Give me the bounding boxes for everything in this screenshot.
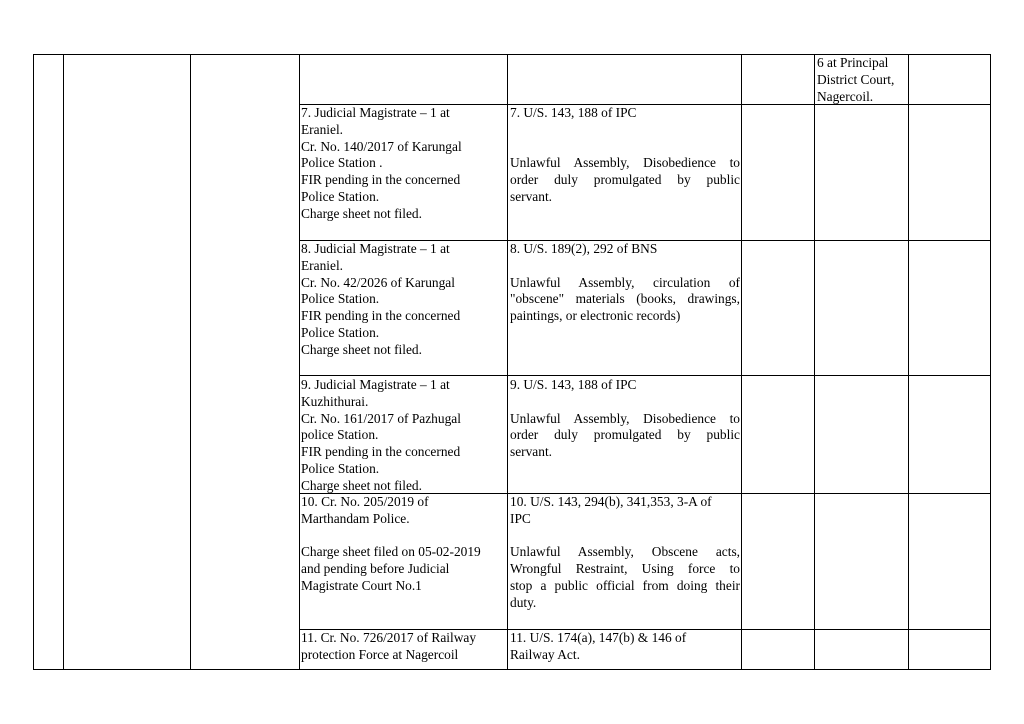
offence-line: order duly promulgated by public	[510, 172, 740, 188]
court-line: FIR pending in the concerned	[301, 172, 461, 188]
table-border-left	[33, 54, 34, 670]
status-line: Nagercoil.	[817, 88, 874, 104]
section-head: 9. U/S. 143, 188 of IPC	[510, 377, 637, 392]
court-line: Charge sheet not filed.	[301, 477, 422, 493]
section-head: 7. U/S. 143, 188 of IPC	[510, 105, 637, 120]
section-head: 10. U/S. 143, 294(b), 341,353, 3-A of	[510, 494, 712, 509]
offence-line: "obscene" materials (books, drawings,	[510, 291, 740, 307]
court-line: Police Station.	[301, 460, 380, 476]
court-line: Cr. No. 42/2026 of Karungal	[301, 274, 455, 290]
offence-line: order duly promulgated by public	[510, 427, 740, 443]
offence-line: Unlawful Assembly, Disobedience to	[510, 155, 740, 171]
offence-line: Wrongful Restraint, Using force to	[510, 561, 740, 577]
offence-line: paintings, or electronic records)	[510, 308, 681, 324]
court-line: Charge sheet not filed.	[301, 205, 422, 221]
court-line: police Station.	[301, 427, 379, 443]
section-head: IPC	[510, 510, 531, 526]
offence-line: Unlawful Assembly, circulation of	[510, 274, 740, 290]
status-cell-row-6	[817, 55, 894, 105]
court-cell-row-11	[301, 630, 476, 664]
court-cell-row-7	[301, 105, 462, 223]
section-head: 8. U/S. 189(2), 292 of BNS	[510, 241, 658, 256]
court-cell-row-9	[301, 377, 461, 495]
section-head: 11. U/S. 174(a), 147(b) & 146 of	[510, 630, 687, 645]
court-head: Marthandam Police.	[301, 510, 410, 526]
court-line: Cr. No. 161/2017 of Pazhugal	[301, 410, 461, 426]
court-line: Eraniel.	[301, 257, 344, 273]
offence-line: Unlawful Assembly, Disobedience to	[510, 410, 740, 426]
court-line: Police Station .	[301, 155, 383, 171]
section-cell-row-9	[510, 377, 740, 461]
section-cell-row-11	[510, 630, 686, 664]
court-line: Cr. No. 140/2017 of Karungal	[301, 138, 462, 154]
table-column-divider	[299, 54, 300, 670]
section-head: Railway Act.	[510, 646, 580, 662]
status-line: 6 at Principal	[817, 55, 889, 70]
table-border-right	[990, 54, 991, 670]
court-line: Magistrate Court No.1	[301, 577, 422, 593]
table-row-divider	[299, 375, 991, 376]
section-cell-row-7	[510, 105, 740, 206]
court-line: 11. Cr. No. 726/2017 of Railway	[301, 630, 477, 645]
court-line: Police Station.	[301, 324, 380, 340]
section-cell-row-8	[510, 241, 740, 325]
court-line: Eraniel.	[301, 121, 344, 137]
status-line: District Court,	[817, 71, 895, 87]
table-column-divider	[63, 54, 64, 670]
table-border-bottom	[33, 669, 991, 670]
offence-line: servant.	[510, 444, 553, 460]
section-cell-row-10	[510, 494, 740, 612]
offence-line: servant.	[510, 188, 553, 204]
table-column-divider	[908, 54, 909, 670]
court-line: 8. Judicial Magistrate – 1 at	[301, 241, 450, 256]
court-head: 10. Cr. No. 205/2019 of	[301, 494, 429, 509]
court-line: Charge sheet filed on 05-02-2019	[301, 544, 481, 560]
court-line: FIR pending in the concerned	[301, 444, 461, 460]
offence-line: Unlawful Assembly, Obscene acts,	[510, 544, 740, 560]
table-column-divider	[507, 54, 508, 670]
court-line: Charge sheet not filed.	[301, 341, 422, 357]
court-cell-row-10	[301, 494, 481, 595]
court-line: Police Station.	[301, 291, 380, 307]
court-line: and pending before Judicial	[301, 561, 450, 577]
court-line: protection Force at Nagercoil	[301, 646, 459, 662]
court-line: FIR pending in the concerned	[301, 308, 461, 324]
court-line: 9. Judicial Magistrate – 1 at	[301, 377, 450, 392]
offence-line: duty.	[510, 594, 537, 610]
offence-line: stop a public official from doing their	[510, 577, 740, 593]
table-column-divider	[741, 54, 742, 670]
court-line: 7. Judicial Magistrate – 1 at	[301, 105, 450, 120]
court-cell-row-8	[301, 241, 460, 359]
court-line: Police Station.	[301, 188, 380, 204]
table-column-divider	[814, 54, 815, 670]
table-column-divider	[190, 54, 191, 670]
court-line: Kuzhithurai.	[301, 393, 369, 409]
